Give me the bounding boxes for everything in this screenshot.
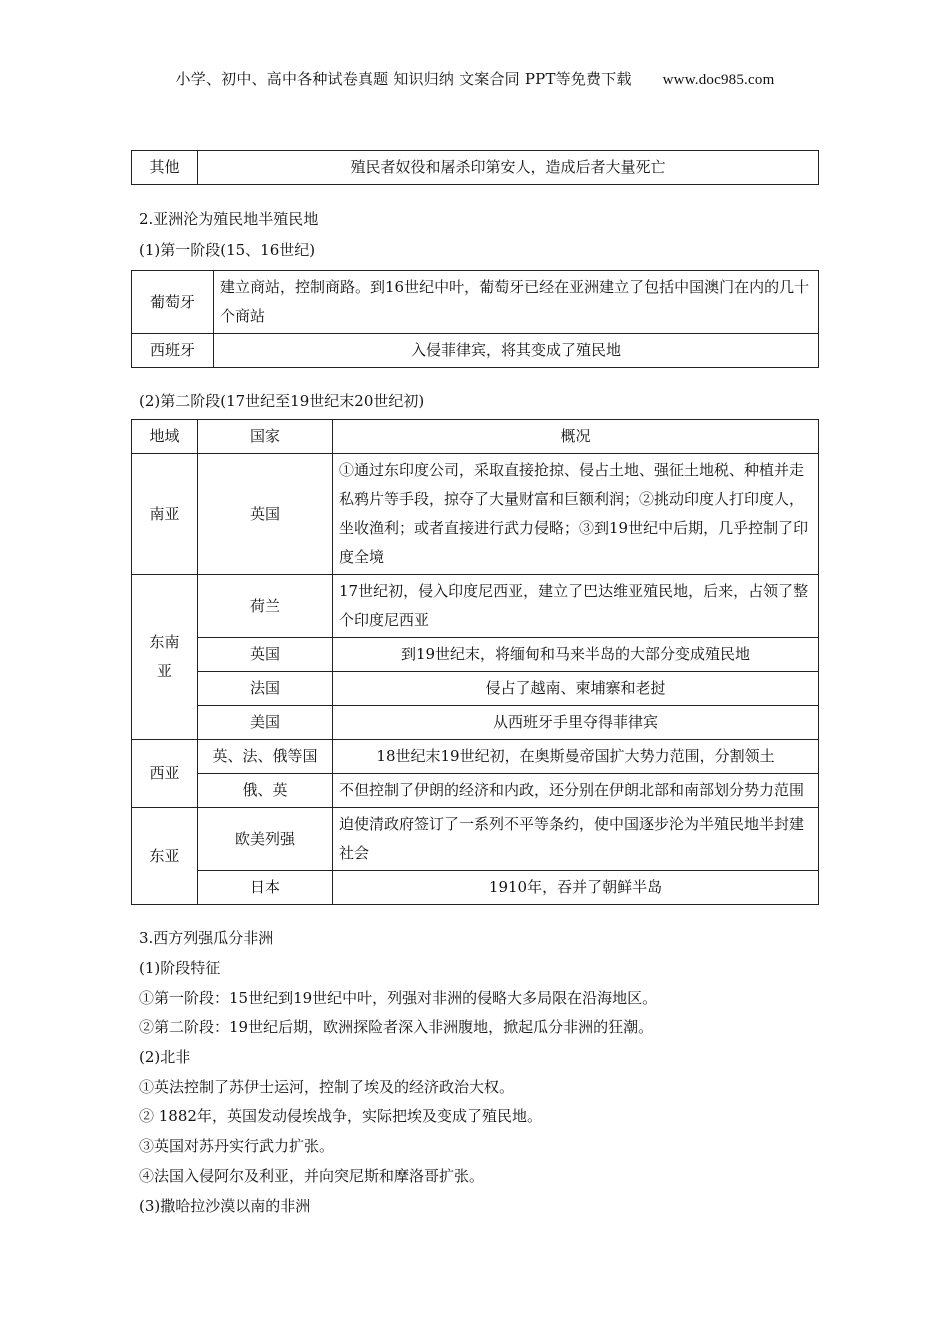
table-cell-country: 俄、英 xyxy=(198,774,333,808)
table-row xyxy=(132,151,819,185)
table-cell-content: 建立商站，控制商路。到16世纪中叶，葡萄牙已经在亚洲建立了包括中国澳门在内的几十个商站 xyxy=(214,271,819,334)
table-row xyxy=(132,871,819,905)
table-cell-content: 18世纪末19世纪初，在奥斯曼帝国扩大势力范围，分割领土 xyxy=(333,740,819,774)
table-header-region: 地域 xyxy=(132,420,198,454)
table-cell-content: 到19世纪末，将缅甸和马来半岛的大部分变成殖民地 xyxy=(333,638,819,672)
table-cell-country: 英、法、俄等国 xyxy=(198,740,333,774)
table-row xyxy=(132,271,819,334)
section3-sub1-item: ①第一阶段：15世纪到19世纪中叶，列强对非洲的侵略大多局限在沿海地区。 xyxy=(139,989,658,1007)
page-header xyxy=(0,68,950,89)
table-cell-label: 其他 xyxy=(132,151,198,185)
section2-title: 2.亚洲沦为殖民地半殖民地 xyxy=(139,210,319,228)
table-cell-content: 迫使清政府签订了一系列不平等条约，使中国逐步沦为半殖民地半封建社会 xyxy=(333,808,819,871)
table-stage1 xyxy=(131,270,819,368)
table-row xyxy=(132,454,819,575)
table-cell-country: 英国 xyxy=(198,454,333,575)
table-row xyxy=(132,334,819,368)
table-cell-country: 欧美列强 xyxy=(198,808,333,871)
section3-sub3: (3)撒哈拉沙漠以南的非洲 xyxy=(139,1197,311,1215)
table-cell-country: 法国 xyxy=(198,672,333,706)
table-cell-country: 美国 xyxy=(198,706,333,740)
table-cell-country: 葡萄牙 xyxy=(132,271,214,334)
table-header-country: 国家 xyxy=(198,420,333,454)
table-other xyxy=(131,150,819,185)
table-cell-country: 英国 xyxy=(198,638,333,672)
table-row xyxy=(132,575,819,638)
section3-sub2: (2)北非 xyxy=(139,1048,191,1066)
table-cell-content: 不但控制了伊朗的经济和内政，还分别在伊朗北部和南部划分势力范围 xyxy=(333,774,819,808)
table-cell-country: 西班牙 xyxy=(132,334,214,368)
table-cell-content: 入侵菲律宾，将其变成了殖民地 xyxy=(214,334,819,368)
table-row xyxy=(132,672,819,706)
table-row xyxy=(132,638,819,672)
table-row xyxy=(132,706,819,740)
table-cell-content: 17世纪初，侵入印度尼西亚，建立了巴达维亚殖民地，后来，占领了整个印度尼西亚 xyxy=(333,575,819,638)
header-text: 小学、初中、高中各种试卷真题 知识归纳 文案合同 PPT等免费下载 xyxy=(175,70,632,88)
table-cell-content: 侵占了越南、柬埔寨和老挝 xyxy=(333,672,819,706)
table-cell-region xyxy=(132,575,198,740)
table-cell-content: 1910年，吞并了朝鲜半岛 xyxy=(333,871,819,905)
section3-sub2-item: ② 1882年，英国发动侵埃战争，实际把埃及变成了殖民地。 xyxy=(139,1107,542,1125)
header-site: www.doc985.com xyxy=(662,72,775,88)
section3-sub2-item: ③英国对苏丹实行武力扩张。 xyxy=(139,1137,335,1155)
section3-sub2-item: ①英法控制了苏伊士运河，控制了埃及的经济政治大权。 xyxy=(139,1078,515,1096)
section3-sub1-item: ②第二阶段：19世纪后期，欧洲探险者深入非洲腹地，掀起瓜分非洲的狂潮。 xyxy=(139,1018,654,1036)
table-cell-content: 从西班牙手里夺得菲律宾 xyxy=(333,706,819,740)
section3-title: 3.西方列强瓜分非洲 xyxy=(139,929,274,947)
region-southeast-asia: 东南亚 xyxy=(149,633,180,680)
table-cell-region: 东亚 xyxy=(132,808,198,905)
table-row xyxy=(132,740,819,774)
stage1-title: (1)第一阶段(15、16世纪) xyxy=(139,241,316,259)
section3-sub2-item: ④法国入侵阿尔及利亚，并向突尼斯和摩洛哥扩张。 xyxy=(139,1167,485,1185)
table-cell-content: ①通过东印度公司，采取直接抢掠、侵占土地、强征土地税、种植并走私鸦片等手段，掠夺了大量财富和巨额利润；②挑动印度人打印度人，坐收渔利；或者直接进行武力侵略；③到19世纪中后期，几乎控制了印度全境 xyxy=(333,454,819,575)
table-row xyxy=(132,808,819,871)
table-row xyxy=(132,774,819,808)
stage2-title: (2)第二阶段(17世纪至19世纪末20世纪初) xyxy=(139,392,425,410)
table-stage2 xyxy=(131,419,819,905)
table-cell-country: 日本 xyxy=(198,871,333,905)
section3-sub1: (1)阶段特征 xyxy=(139,959,221,977)
table-cell-region: 南亚 xyxy=(132,454,198,575)
table-header-row xyxy=(132,420,819,454)
table-cell-content: 殖民者奴役和屠杀印第安人，造成后者大量死亡 xyxy=(198,151,819,185)
table-header-overview: 概况 xyxy=(333,420,819,454)
table-cell-region: 西亚 xyxy=(132,740,198,808)
table-cell-country: 荷兰 xyxy=(198,575,333,638)
